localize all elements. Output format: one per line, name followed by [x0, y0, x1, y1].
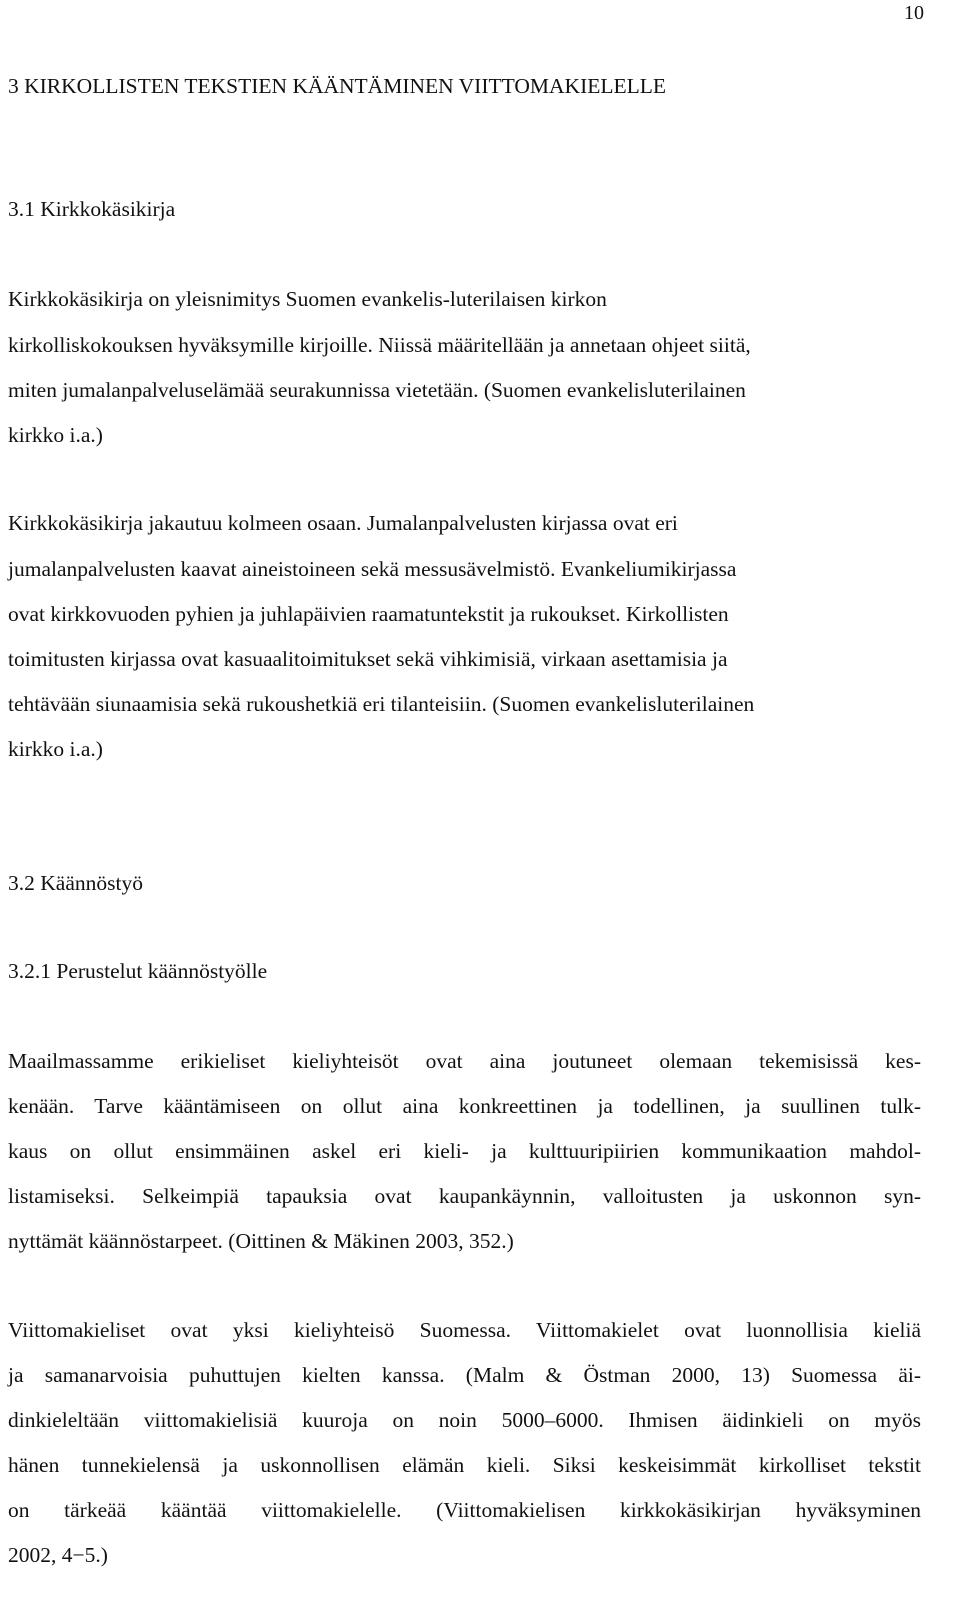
text-line: kirkko i.a.)	[8, 737, 103, 761]
text-line: nyttämät käännöstarpeet. (Oittinen & Mäkinen 2003, 352.)	[8, 1229, 514, 1253]
section-heading-3-2: 3.2 Käännöstyö	[8, 871, 143, 895]
text-line: listamiseksi. Selkeimpiä tapauksia ovat kaupankäynnin, valloitusten ja uskonnon syn-	[8, 1184, 921, 1208]
text-line: hänen tunnekielensä ja uskonnollisen elämän kieli. Siksi keskeisimmät kirkolliset tekstit	[8, 1453, 921, 1477]
text-line: kirkko i.a.)	[8, 423, 103, 447]
text-line: ovat kirkkovuoden pyhien ja juhlapäivien raamatuntekstit ja rukoukset. Kirkollisten	[8, 602, 729, 626]
text-line: Viittomakieliset ovat yksi kieliyhteisö Suomessa. Viittomakielet ovat luonnollisia kieliä	[8, 1318, 921, 1342]
text-line: tehtävään siunaamisia sekä rukoushetkiä eri tilanteisiin. (Suomen evankelisluterilainen	[8, 692, 755, 716]
text-line: toimitusten kirjassa ovat kasuaalitoimitukset sekä vihkimisiä, virkaan asettamisia ja	[8, 647, 728, 671]
text-line: kaus on ollut ensimmäinen askel eri kieli- ja kulttuuripiirien kommunikaation mahdol-	[8, 1139, 921, 1163]
text-line: kirkolliskokouksen hyväksymille kirjoille. Niissä määritellään ja annetaan ohjeet siitä,	[8, 333, 751, 357]
text-line: jumalanpalvelusten kaavat aineistoineen sekä messusävelmistö. Evankeliumikirjassa	[8, 557, 737, 581]
text-line: ja samanarvoisia puhuttujen kielten kanssa. (Malm & Östman 2000, 13) Suomessa äi-	[8, 1363, 921, 1387]
chapter-heading: 3 KIRKOLLISTEN TEKSTIEN KÄÄNTÄMINEN VIITTOMAKIELELLE	[8, 74, 667, 98]
text-line: kenään. Tarve kääntämiseen on ollut aina konkreettinen ja todellinen, ja suullinen tulk-	[8, 1094, 921, 1118]
text-line: Maailmassamme erikieliset kieliyhteisöt ovat aina joutuneet olemaan tekemisissä kes-	[8, 1049, 921, 1073]
text-line: miten jumalanpalveluselämää seurakunnissa vietetään. (Suomen evankelisluterilainen	[8, 378, 746, 402]
page-number: 10	[904, 2, 924, 24]
section-heading-3-1: 3.1 Kirkkokäsikirja	[8, 197, 176, 221]
text-line: on tärkeää kääntää viittomakielelle. (Viittomakielisen kirkkokäsikirjan hyväksyminen	[8, 1498, 921, 1522]
text-line: 2002, 4−5.)	[8, 1543, 108, 1567]
text-line: Kirkkokäsikirja jakautuu kolmeen osaan. Jumalanpalvelusten kirjassa ovat eri	[8, 511, 678, 535]
text-line: Kirkkokäsikirja on yleisnimitys Suomen evankelis-luterilaisen kirkon	[8, 287, 607, 311]
text-line: dinkieleltään viittomakielisiä kuuroja on noin 5000–6000. Ihmisen äidinkieli on myös	[8, 1408, 921, 1432]
subsection-heading-3-2-1: 3.2.1 Perustelut käännöstyölle	[8, 959, 268, 983]
